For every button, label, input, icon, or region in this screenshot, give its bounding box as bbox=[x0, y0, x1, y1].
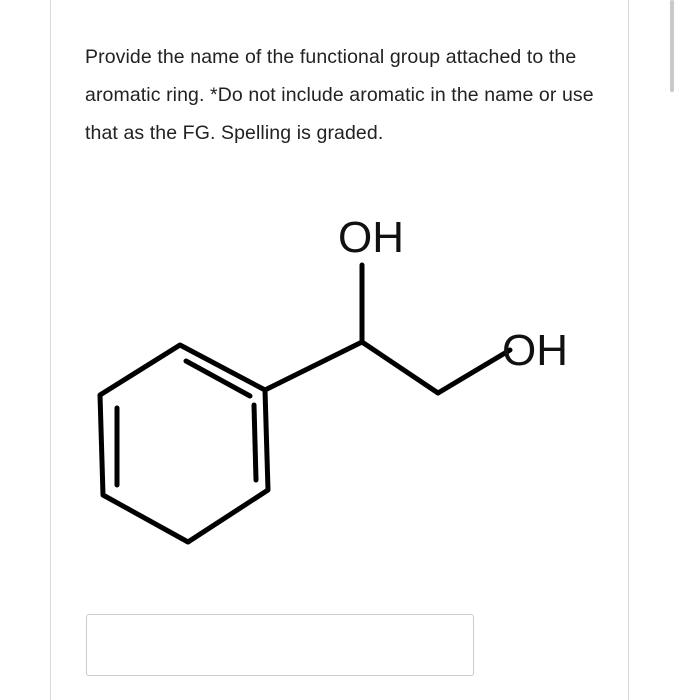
page-scrollbar[interactable] bbox=[662, 0, 680, 700]
hydroxyl-label-top: OH bbox=[338, 213, 404, 262]
answer-input[interactable] bbox=[86, 614, 474, 676]
content-left-divider bbox=[50, 0, 51, 700]
question-prompt: Provide the name of the functional group attached to the aromatic ring. *Do not include aromatic in the name or use that as the FG. Spelling is graded. bbox=[85, 46, 594, 144]
chemical-structure-image bbox=[70, 205, 610, 575]
scrollbar-thumb[interactable] bbox=[670, 0, 674, 92]
hydroxyl-label-right: OH bbox=[502, 326, 568, 375]
content-right-divider bbox=[628, 0, 629, 700]
